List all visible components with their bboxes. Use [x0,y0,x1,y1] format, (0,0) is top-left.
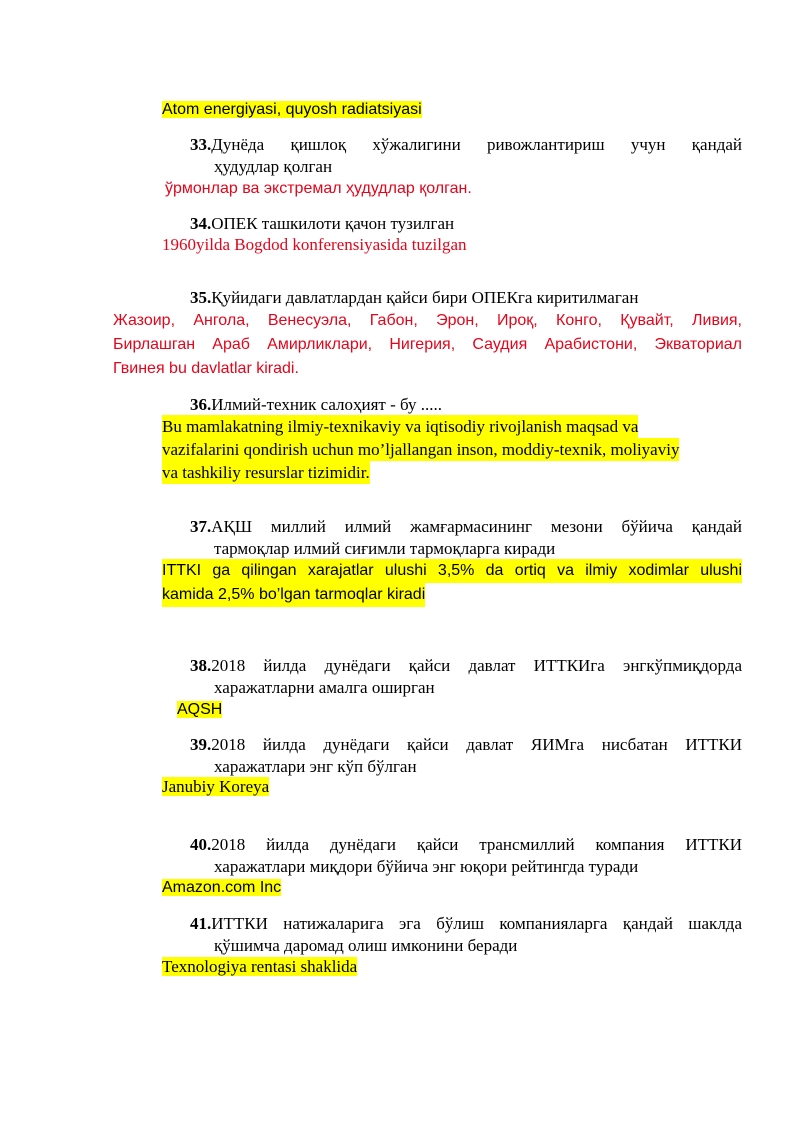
question-35: 35.Қуйидаги давлатлардан қайси бири ОПЕКга киритилмаган [190,288,639,307]
answer-37: ITTKI ga qilingan xarajatlar ulushi 3,5% da ortiq va ilmiy xodimlar ulushi kamida 2,5% bo’lgan tarmoqlar kiradi [162,559,742,607]
question-38: 38.2018 йилда дунёдаги қайси давлат ИТТКИга энгкўпмиқдорда харажатларни амалга оширган [190,656,742,697]
question-33: 33.Дунёда қишлоқ хўжалигини ривожлантириш учун қандай ҳудудлар қолган [190,135,742,176]
answer-39: Janubiy Koreya [162,777,270,796]
question-37: 37.АҚШ миллий илмий жамғармасининг мезони бўйича қандай тармоқлар илмий сиғимли тармоқларга киради [190,517,742,558]
question-40: 40.2018 йилда дунёдаги қайси трансмиллий компания ИТТКИ харажатлари миқдори бўйича энг юқори рейтингда туради [190,835,742,876]
answer-36: Bu mamlakatning ilmiy-texnikaviy va iqtisodiy rivojlanish maqsad va vazifalarini qondirish uchun mo’ljallangan inson, moddiy-texnik, moliyaviy va tashkiliy resurslar tizimidir. [162,417,680,482]
question-41: 41.ИТТКИ натижаларига эга бўлиш компанияларга қандай шаклда қўшимча даромад олиш имконини беради [190,914,742,955]
question-36: 36.Илмий-техник салоҳият - бу ..... [190,395,443,414]
answer-40: Amazon.com Inc [162,879,282,896]
answer-38: AQSH [177,701,223,718]
answer-35: Жазоир, Ангола, Венесуэла, Габон, Эрон, Ироқ, Конго, Қувайт, Ливия, Бирлашган Араб Амирликлари, Нигерия, Саудия Арабистони, Экваториал Гвинея bu davlatlar kiradi. [113,312,742,377]
answer-32: Atom energiyasi, quyosh radiatsiyasi [162,101,422,118]
answer-34: 1960yilda Bogdod konferensiyasida tuzilgan [162,235,467,254]
answer-41: Texnologiya rentasi shaklida [162,957,358,976]
question-34: 34.ОПЕК ташкилоти қачон тузилган [190,214,455,233]
answer-33: ўрмонлар ва экстремал ҳудудлар қолган. [165,180,472,197]
question-39: 39.2018 йилда дунёдаги қайси давлат ЯИМга нисбатан ИТТКИ харажатлари энг кўп бўлган [190,735,742,776]
